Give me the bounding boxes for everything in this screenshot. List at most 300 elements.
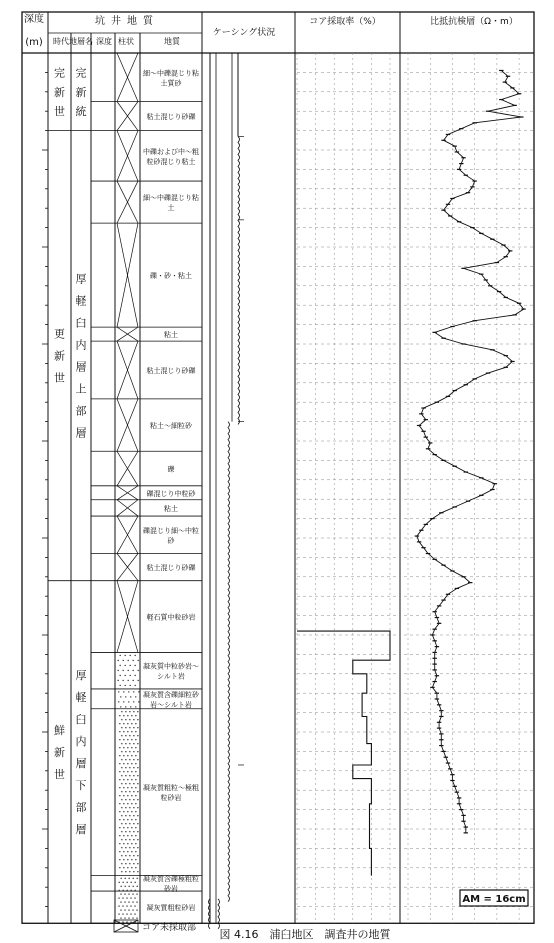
dot-pattern <box>126 897 127 898</box>
depth-unit-header: (m) <box>25 37 43 48</box>
dot-pattern <box>133 839 134 840</box>
dot-pattern <box>134 890 135 891</box>
formation-label: 層 <box>75 756 87 770</box>
formation-label: 厚 <box>75 668 87 682</box>
dot-pattern <box>130 890 131 891</box>
dot-pattern <box>121 791 122 792</box>
layer-label: 砂岩 <box>164 885 178 894</box>
dot-pattern <box>133 701 134 702</box>
dot-pattern <box>127 795 128 796</box>
dot-pattern <box>119 715 120 716</box>
casing-column <box>209 53 245 929</box>
dot-pattern <box>123 691 124 692</box>
dot-pattern <box>129 735 130 736</box>
dot-pattern <box>129 807 130 808</box>
dot-pattern <box>133 759 134 760</box>
dot-pattern <box>137 807 138 808</box>
dot-pattern <box>121 727 122 728</box>
dot-pattern <box>132 917 133 918</box>
era-label: 完 <box>54 66 65 80</box>
layer-label: 凝灰質粗粒～極粗 <box>143 784 199 793</box>
dot-pattern <box>121 815 122 816</box>
dot-pattern <box>129 839 130 840</box>
dot-pattern <box>126 913 127 914</box>
dot-pattern <box>133 791 134 792</box>
dot-pattern <box>137 791 138 792</box>
dot-pattern <box>135 795 136 796</box>
dot-pattern <box>121 855 122 856</box>
dot-pattern <box>137 847 138 848</box>
dot-pattern <box>134 665 135 666</box>
dot-pattern <box>137 670 138 671</box>
dot-pattern <box>118 701 119 702</box>
formation-label: 軽 <box>75 294 87 308</box>
dot-pattern <box>119 731 120 732</box>
dot-pattern <box>131 851 132 852</box>
column-header: 柱状 <box>118 37 134 46</box>
dot-pattern <box>135 706 136 707</box>
dot-pattern <box>123 715 124 716</box>
dot-pattern <box>121 823 122 824</box>
dot-pattern <box>135 715 136 716</box>
dot-pattern <box>128 901 129 902</box>
dot-pattern <box>120 901 121 902</box>
dot-pattern <box>135 755 136 756</box>
layer-label: 礫・砂・粘土 <box>150 272 192 281</box>
dot-pattern <box>131 819 132 820</box>
layer-label: 粒砂岩 <box>160 794 182 803</box>
dot-pattern <box>127 731 128 732</box>
dot-pattern <box>118 882 119 883</box>
resistivity-plot <box>408 53 526 923</box>
dot-pattern <box>131 723 132 724</box>
dot-pattern <box>118 913 119 914</box>
dot-pattern <box>123 755 124 756</box>
dot-pattern <box>129 831 130 832</box>
dot-pattern <box>133 815 134 816</box>
dot-pattern <box>123 803 124 804</box>
dot-pattern <box>129 783 130 784</box>
dot-pattern <box>119 771 120 772</box>
dot-pattern <box>119 779 120 780</box>
dot-pattern <box>135 747 136 748</box>
formation-label: 層 <box>75 360 87 374</box>
formation-label: 部 <box>75 800 87 814</box>
dot-pattern <box>133 735 134 736</box>
dot-pattern <box>133 807 134 808</box>
dot-pattern <box>121 775 122 776</box>
dot-pattern <box>123 747 124 748</box>
dot-pattern <box>135 867 136 868</box>
dot-pattern <box>131 835 132 836</box>
dot-pattern <box>137 680 138 681</box>
dot-pattern <box>125 799 126 800</box>
dot-pattern <box>121 839 122 840</box>
dot-pattern <box>127 843 128 844</box>
dot-pattern <box>129 823 130 824</box>
dot-pattern <box>136 909 137 910</box>
dot-pattern <box>124 685 125 686</box>
dot-pattern <box>119 675 120 676</box>
dot-pattern <box>136 917 137 918</box>
dot-pattern <box>118 905 119 906</box>
dot-pattern <box>119 835 120 836</box>
dot-pattern <box>121 743 122 744</box>
dot-pattern <box>125 783 126 784</box>
dot-pattern <box>127 851 128 852</box>
dot-pattern <box>136 878 137 879</box>
dot-pattern <box>129 775 130 776</box>
dot-pattern <box>121 871 122 872</box>
layer-label: 粘土 <box>164 504 178 513</box>
lithology-column <box>91 53 202 923</box>
dot-pattern <box>127 680 128 681</box>
dot-pattern <box>128 909 129 910</box>
dot-pattern <box>125 855 126 856</box>
dot-pattern <box>125 751 126 752</box>
dot-pattern <box>125 775 126 776</box>
dot-pattern <box>125 823 126 824</box>
dot-pattern <box>131 739 132 740</box>
dot-pattern <box>120 878 121 879</box>
dot-pattern <box>125 839 126 840</box>
resistivity-header: 比抵抗検層（Ω・m） <box>430 17 518 27</box>
dot-pattern <box>131 779 132 780</box>
dot-pattern <box>121 831 122 832</box>
depth-gridlines <box>297 72 534 906</box>
dot-pattern <box>125 706 126 707</box>
dot-pattern <box>122 660 123 661</box>
resistivity-line <box>417 71 524 833</box>
dot-pattern <box>131 747 132 748</box>
geology-group-header: 坑井地質 <box>95 16 159 27</box>
figure-footer <box>114 890 528 941</box>
dot-pattern <box>120 706 121 707</box>
core-recovery-line <box>297 631 390 876</box>
dot-pattern <box>129 847 130 848</box>
dot-pattern <box>124 917 125 918</box>
dot-pattern <box>129 815 130 816</box>
dot-pattern <box>137 719 138 720</box>
dot-pattern <box>133 691 134 692</box>
dot-pattern <box>136 901 137 902</box>
column-headers <box>24 12 518 48</box>
dot-pattern <box>133 871 134 872</box>
dot-pattern <box>135 859 136 860</box>
dot-pattern <box>127 827 128 828</box>
dot-pattern <box>121 783 122 784</box>
dot-pattern <box>135 763 136 764</box>
dot-pattern <box>132 893 133 894</box>
formation-label: 統 <box>75 105 87 118</box>
dot-pattern <box>122 905 123 906</box>
dot-pattern <box>129 665 130 666</box>
dot-pattern <box>133 743 134 744</box>
dot-pattern <box>117 660 118 661</box>
dot-pattern <box>125 743 126 744</box>
dot-pattern <box>130 897 131 898</box>
dot-pattern <box>127 835 128 836</box>
dot-pattern <box>131 755 132 756</box>
formation-label: 上 <box>75 382 87 396</box>
dot-pattern <box>130 921 131 922</box>
dot-pattern <box>125 847 126 848</box>
dot-pattern <box>134 675 135 676</box>
dot-pattern <box>133 863 134 864</box>
dot-pattern <box>135 723 136 724</box>
dot-pattern <box>123 701 124 702</box>
dot-pattern <box>127 771 128 772</box>
dot-pattern <box>127 867 128 868</box>
open-hole-wall <box>218 899 220 929</box>
dot-pattern <box>128 886 129 887</box>
dot-pattern <box>118 691 119 692</box>
dot-pattern <box>132 878 133 879</box>
dot-pattern <box>135 771 136 772</box>
dot-pattern <box>119 859 120 860</box>
dot-pattern <box>137 839 138 840</box>
dot-pattern <box>134 905 135 906</box>
dot-pattern <box>119 787 120 788</box>
dot-pattern <box>137 660 138 661</box>
formation-column <box>76 67 87 836</box>
dot-pattern <box>129 871 130 872</box>
layer-label: 砂 <box>167 536 175 545</box>
dot-pattern <box>123 811 124 812</box>
legend-core-unsampled-swatch <box>114 920 138 932</box>
dot-pattern <box>134 882 135 883</box>
layer-label: 粘土混じり砂礫 <box>146 564 196 573</box>
dot-pattern <box>125 735 126 736</box>
dot-pattern <box>122 921 123 922</box>
dot-pattern <box>137 871 138 872</box>
formation-label: 臼 <box>75 712 87 726</box>
formation-label: 層 <box>75 426 87 440</box>
dot-pattern <box>118 897 119 898</box>
dot-pattern <box>132 660 133 661</box>
dot-pattern <box>130 905 131 906</box>
dot-pattern <box>134 897 135 898</box>
dot-pattern <box>138 701 139 702</box>
dot-pattern <box>130 882 131 883</box>
dot-pattern <box>128 893 129 894</box>
dot-pattern <box>122 670 123 671</box>
layer-label: 礫混じり細～中粒 <box>143 526 199 535</box>
dot-pattern <box>129 799 130 800</box>
dot-pattern <box>129 855 130 856</box>
era-label: 世 <box>54 371 65 385</box>
dot-pattern <box>130 913 131 914</box>
layer-label: シルト岩 <box>157 672 185 681</box>
dot-pattern <box>131 787 132 788</box>
dot-pattern <box>124 878 125 879</box>
dot-pattern <box>121 711 122 712</box>
dot-pattern <box>125 719 126 720</box>
dot-pattern <box>123 731 124 732</box>
dot-pattern <box>135 731 136 732</box>
dot-pattern <box>131 811 132 812</box>
dot-pattern <box>119 851 120 852</box>
dot-pattern <box>133 847 134 848</box>
dot-pattern <box>133 711 134 712</box>
dot-pattern <box>137 727 138 728</box>
dot-pattern <box>124 665 125 666</box>
dot-pattern <box>125 871 126 872</box>
dot-pattern <box>135 835 136 836</box>
core-recovery-plot <box>297 53 390 923</box>
dot-pattern <box>123 819 124 820</box>
layer-label: 凝灰質含礫極粗粒 <box>143 875 199 884</box>
dot-pattern <box>123 787 124 788</box>
dot-pattern <box>134 655 135 656</box>
dot-pattern <box>137 823 138 824</box>
dot-pattern <box>119 747 120 748</box>
dot-pattern <box>137 855 138 856</box>
era-label: 新 <box>54 349 65 363</box>
dot-pattern <box>124 675 125 676</box>
dot-pattern <box>119 843 120 844</box>
dot-pattern <box>133 823 134 824</box>
dot-pattern <box>127 660 128 661</box>
dot-pattern <box>129 759 130 760</box>
dot-pattern <box>125 791 126 792</box>
dot-pattern <box>135 843 136 844</box>
dot-pattern <box>125 696 126 697</box>
dot-pattern <box>134 685 135 686</box>
layer-label: 細～中礫混じり粘 <box>143 69 199 78</box>
dot-pattern <box>120 886 121 887</box>
formation-label: 内 <box>75 338 87 352</box>
era-header: 時代 <box>53 37 69 46</box>
dot-pattern <box>129 727 130 728</box>
dot-pattern <box>137 759 138 760</box>
dot-pattern <box>133 767 134 768</box>
layer-label: 粘土混じり砂礫 <box>146 366 196 375</box>
formation-label: 新 <box>75 85 87 99</box>
dot-pattern <box>129 767 130 768</box>
dot-pattern <box>137 767 138 768</box>
formation-label: 内 <box>75 734 87 748</box>
dot-pattern <box>121 751 122 752</box>
dot-pattern <box>127 811 128 812</box>
dot-pattern <box>135 779 136 780</box>
layer-label: 中礫および中～粗 <box>143 147 199 156</box>
dot-pattern <box>125 807 126 808</box>
dot-pattern <box>137 775 138 776</box>
dot-pattern <box>127 755 128 756</box>
dot-pattern <box>132 680 133 681</box>
dot-pattern <box>125 767 126 768</box>
formation-label: 層 <box>75 822 87 836</box>
dot-pattern <box>127 670 128 671</box>
dot-pattern <box>124 901 125 902</box>
dot-pattern <box>123 723 124 724</box>
dot-pattern <box>119 723 120 724</box>
dot-pattern <box>132 901 133 902</box>
dot-pattern <box>129 655 130 656</box>
dot-pattern <box>127 763 128 764</box>
dot-pattern <box>138 691 139 692</box>
dot-pattern <box>117 680 118 681</box>
dot-pattern <box>119 795 120 796</box>
dot-pattern <box>124 893 125 894</box>
dot-pattern <box>136 893 137 894</box>
dot-pattern <box>118 890 119 891</box>
layer-label: 粘土～細粒砂 <box>150 422 192 431</box>
dot-pattern <box>119 755 120 756</box>
formation-label: 下 <box>75 778 87 792</box>
layer-label: 粒砂混じり粘土 <box>146 157 196 166</box>
dot-pattern <box>120 917 121 918</box>
era-label: 新 <box>54 85 65 99</box>
dot-pattern <box>133 727 134 728</box>
legend-core-unsampled-label: コア未採取部 <box>142 923 197 933</box>
dot-pattern <box>123 795 124 796</box>
dot-pattern <box>137 831 138 832</box>
dot-pattern <box>133 831 134 832</box>
dot-pattern <box>128 691 129 692</box>
dot-pattern <box>126 905 127 906</box>
layer-label: 細～中礫混じり粘 <box>143 194 199 203</box>
dot-pattern <box>123 851 124 852</box>
dot-pattern <box>130 696 131 697</box>
dot-pattern <box>133 855 134 856</box>
dot-pattern <box>122 913 123 914</box>
dot-pattern <box>136 886 137 887</box>
dot-pattern <box>129 685 130 686</box>
dot-pattern <box>119 763 120 764</box>
dot-pattern <box>121 863 122 864</box>
dot-pattern <box>119 811 120 812</box>
dot-pattern <box>122 882 123 883</box>
dot-pattern <box>135 851 136 852</box>
layer-label: 粘土混じり砂礫 <box>146 113 196 122</box>
dot-pattern <box>131 867 132 868</box>
dot-pattern <box>128 917 129 918</box>
dot-pattern <box>137 751 138 752</box>
depth-axis <box>42 72 48 906</box>
dot-pattern <box>133 775 134 776</box>
dot-pattern <box>121 807 122 808</box>
dot-pattern <box>127 859 128 860</box>
dot-pattern <box>131 715 132 716</box>
casing-header: ケーシング状況 <box>212 28 276 38</box>
dot-pattern <box>119 827 120 828</box>
dot-pattern <box>119 803 120 804</box>
dot-pattern <box>133 719 134 720</box>
dot-pattern <box>119 867 120 868</box>
dot-pattern <box>119 739 120 740</box>
dot-pattern <box>135 787 136 788</box>
layer-label: 礫 <box>167 465 175 474</box>
dot-pattern <box>126 921 127 922</box>
dot-pattern <box>137 783 138 784</box>
dot-pattern <box>131 795 132 796</box>
dot-pattern <box>137 863 138 864</box>
dot-pattern <box>125 759 126 760</box>
dot-pattern <box>127 723 128 724</box>
era-label: 更 <box>54 327 65 341</box>
dot-pattern <box>121 767 122 768</box>
layer-label: 土 <box>167 204 175 213</box>
dot-pattern <box>131 763 132 764</box>
dot-pattern <box>123 771 124 772</box>
dot-pattern <box>135 803 136 804</box>
dot-pattern <box>119 655 120 656</box>
dot-pattern <box>132 886 133 887</box>
dot-pattern <box>127 819 128 820</box>
dot-pattern <box>122 897 123 898</box>
